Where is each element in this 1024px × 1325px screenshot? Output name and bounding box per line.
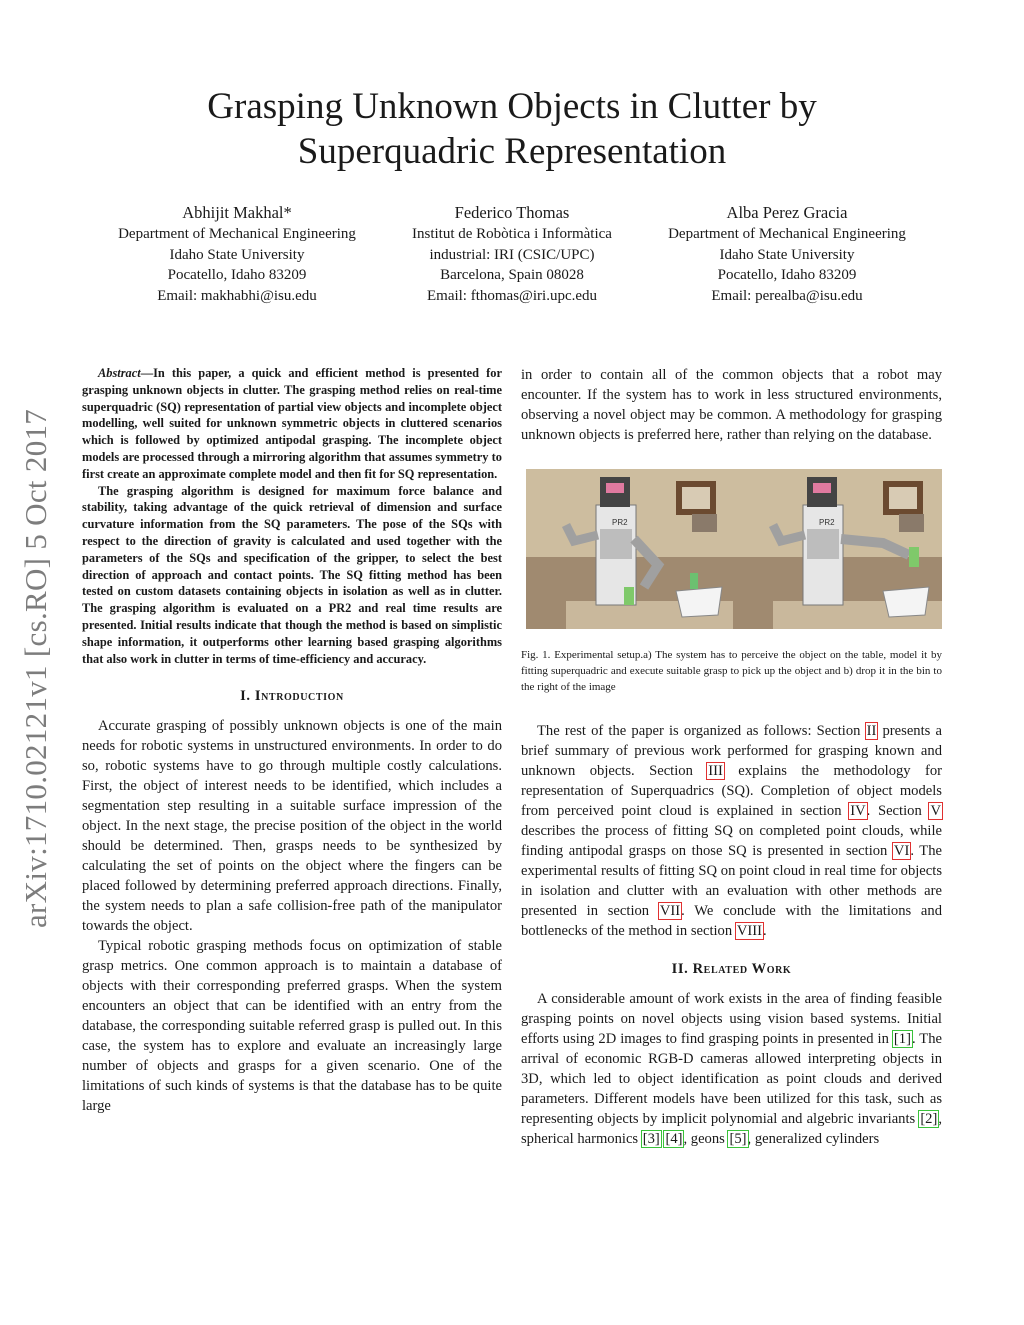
introduction-paragraph-1: Accurate grasping of possibly unknown objects is one of the main needs for robotic systems in unstructured environments. In order to do so, robotic systems have to go through multiple costly calculations. First, the object of interest needs to be identified, which includes a segmentation step resulting in a suitable surface impression of the object. In the next stage, the precise position of the object in the world should be determined. Then, grasps needs to be synthesized by calculating the set of points on the object where the fingers can be placed followed by determining preferred approach directions. Finally, the system needs to plan a safe collision-free path of the manipulator towards the object.: [82, 718, 502, 935]
author-2: [362, 202, 662, 306]
paper-title: [0, 84, 1024, 174]
robot-label-a: PR2: [612, 518, 628, 527]
org-text-7: . We conclude with the limitations and bottlenecks of the method in section: [521, 903, 942, 939]
abstract-text-1: —In this paper, a quick and efficient method is presented for grasping unknown objects in clutter. The grasping method relies on real-time superquadric (SQ) representation of partial view objects and incomplete object modelling, well suited for unknown symmetric objects in cluttered scenarios which is followed by optimized antipodal grasping. The incomplete object models are processed through a mirroring algorithm that assumes symmetry to first create an approximate complete model and then fit for SQ representation.: [82, 366, 502, 481]
section-ref-VIII[interactable]: VIII: [736, 923, 762, 939]
section-ref-IV[interactable]: IV: [850, 803, 866, 819]
org-text-2: presents a brief summary of previous work performed for grasping known and unknown objects. Section: [521, 723, 942, 779]
citation-2[interactable]: [2]: [920, 1111, 938, 1127]
introduction-text: [82, 716, 502, 1116]
section-ref-VII[interactable]: VII: [659, 903, 681, 919]
experiment-photo-b: [733, 469, 942, 629]
left-column: [82, 365, 502, 1116]
experiment-photo-a: [526, 469, 735, 629]
introduction-paragraph-2: Typical robotic grasping methods focus on optimization of stable grasp metrics. One common approach is to maintain a database of objects with their corresponding preferred grasps. When the system encounters an object that can be identified with an entry from the database, the corresponding suitable referred grasp is pulled out. In this case, the system has to explore and evaluate an increasingly large number of objects and grasps for a given scenario. One of the limitations of such kinds of systems is that the database has to be quite large: [82, 938, 502, 1115]
section-heading-introduction: I. Introduction: [240, 688, 344, 705]
rw-text-5: , geons: [683, 1131, 729, 1147]
section-ref-V[interactable]: V: [930, 803, 941, 819]
org-text-8: .: [762, 923, 767, 939]
author-address: Pocatello, Idaho 83209: [717, 267, 857, 283]
author-address: Pocatello, Idaho 83209: [167, 267, 307, 283]
author-email: Email: makhabhi@isu.edu: [157, 287, 317, 304]
figure-1: [521, 469, 942, 629]
org-text-5: describes the process of fitting SQ on completed point clouds, while finding antipodal grasps on those SQ is presented in section: [521, 823, 942, 859]
citation-5[interactable]: [5]: [729, 1131, 747, 1147]
author-address: Barcelona, Spain 08028: [440, 267, 584, 283]
org-text-1: The rest of the paper is organized as follows: Section: [537, 723, 866, 739]
section-ref-III[interactable]: III: [708, 763, 723, 779]
robot-label-b: PR2: [819, 518, 835, 527]
author-name: Federico Thomas: [454, 203, 570, 222]
section-heading-related-work: II. Related Work: [671, 961, 792, 977]
author-affiliation: Department of Mechanical Engineering: [118, 226, 356, 242]
citation-1[interactable]: [1]: [893, 1031, 911, 1047]
title-line-2: Superquadric Representation: [297, 131, 727, 172]
author-institution: Idaho State University: [169, 246, 305, 263]
citation-4[interactable]: [4]: [665, 1131, 683, 1147]
author-affiliation: Department of Mechanical Engineering: [668, 226, 906, 242]
rw-text-1: A considerable amount of work exists in the area of finding feasible grasping points on novel objects using vision based systems. Initial efforts using 2D images to find grasping points in presented in: [521, 991, 942, 1047]
section-ref-II[interactable]: II: [866, 723, 877, 739]
abstract: [82, 365, 502, 667]
abstract-label: Abstract: [98, 366, 141, 380]
author-affiliation: Institut de Robòtica i Informàtica: [412, 226, 612, 242]
author-name: Alba Perez Gracia: [726, 203, 848, 222]
author-name: Abhijit Makhal*: [182, 203, 292, 222]
figure-1-caption: Fig. 1. Experimental setup.a) The system has to perceive the object on the table, model it by fitting superquadric and execute suitable grasp to pick up the object and b) drop it in the bin to the right of the image: [521, 649, 942, 693]
title-line-1: Grasping Unknown Objects in Clutter by: [207, 86, 817, 127]
org-text-6: . The experimental results of fitting SQ on point cloud in real time for objects in isolation and clutter with an evaluation with other methods are presented in section: [521, 843, 942, 919]
pr2-robot-scene-a: [526, 469, 735, 629]
org-text-4: . Section: [866, 803, 930, 819]
author-1: [87, 202, 387, 306]
related-work-paragraph: [521, 989, 942, 1149]
arxiv-identifier-stamp: arXiv:1710.02121v1 [cs.RO] 5 Oct 2017: [18, 408, 53, 928]
author-3: [637, 202, 937, 306]
author-email: Email: fthomas@iri.upc.edu: [426, 287, 598, 304]
rw-text-6: , generalized cylinders: [747, 1131, 880, 1147]
abstract-paragraph-1: [82, 365, 502, 483]
citation-3[interactable]: [3]: [642, 1131, 660, 1147]
org-text-3: explains the methodology for representation of Superquadrics (SQ). Completion of object models from perceived point cloud is explained in section: [521, 763, 942, 819]
related-work-text: [521, 989, 942, 1149]
author-email: Email: perealba@isu.edu: [711, 287, 863, 304]
rw-text-2: . The arrival of economic RGB-D cameras allowed interpreting objects in 3D, which led to object identification as point clouds and derived parameters. Different models have been utilized for this task, such as representing objects by implicit polynomial and algebric invariants: [521, 1031, 942, 1127]
section-ref-VI[interactable]: VI: [893, 843, 910, 859]
rw-text-3: , spherical harmonics: [521, 1111, 942, 1147]
right-column: [521, 365, 942, 1149]
introduction-paragraph-3: in order to contain all of the common objects that a robot may encounter. If the system has to work in less structured environments, observing a novel object may be common. A methodology for grasping unknown objects is preferred here, rather than relying on the database.: [521, 367, 942, 443]
organization-text: [521, 721, 942, 941]
author-institution: Idaho State University: [719, 246, 855, 263]
organization-paragraph: [521, 721, 942, 941]
introduction-continued: [521, 365, 942, 445]
author-institution: industrial: IRI (CSIC/UPC): [429, 246, 595, 263]
abstract-paragraph-2: The grasping algorithm is designed for maximum force balance and stability, taking advantage of the quick retrieval of dimension and surface curvature information from the SQ parameters. The pose of the SQs with respect to the direction of gravity is calculated and used together with the parameters of the SQs and specification of the gripper, to select the best direction of approach and contact points. The SQ fitting method has been tested on custom datasets containing objects in isolation as well as in clutter. The grasping algorithm is evaluated on a PR2 and real time results are presented. Initial results indicate that though the method is based on simplistic shape information, it outperforms other learning based grasping algorithms that also work in clutter in terms of time-efficiency and accuracy.: [82, 483, 502, 666]
pr2-robot-scene-b: [733, 469, 942, 629]
